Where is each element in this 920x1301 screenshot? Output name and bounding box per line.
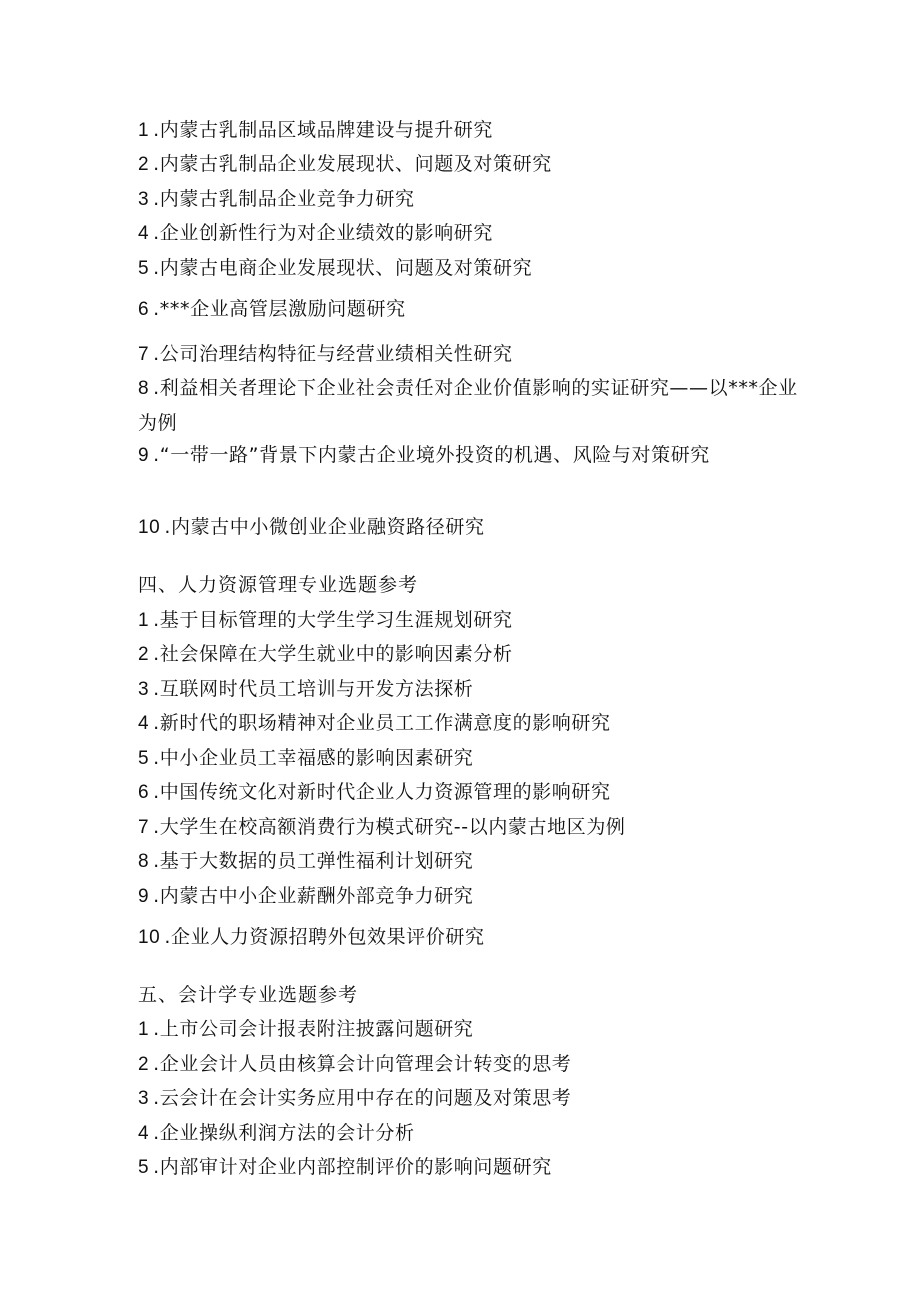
list-item: 1 .上市公司会计报表附注披露问题研究 <box>138 1018 474 1040</box>
list-item: 7 .公司治理结构特征与经营业绩相关性研究 <box>138 343 513 365</box>
list-item: 5 .中小企业员工幸福感的影响因素研究 <box>138 747 474 769</box>
list-item: 1 .基于目标管理的大学生学习生涯规划研究 <box>138 609 513 631</box>
list-item: 8 .基于大数据的员工弹性福利计划研究 <box>138 850 474 872</box>
section-heading: 四、人力资源管理专业选题参考 <box>138 574 419 596</box>
list-item: 5 .内部审计对企业内部控制评价的影响问题研究 <box>138 1156 552 1178</box>
list-item: 4 .新时代的职场精神对企业员工工作满意度的影响研究 <box>138 712 611 734</box>
list-item: 8 .利益相关者理论下企业社会责任对企业价值影响的实证研究——以***企业为例 <box>138 377 798 434</box>
list-item: 4 .企业创新性行为对企业绩效的影响研究 <box>138 222 494 244</box>
list-item: 4 .企业操纵利润方法的会计分析 <box>138 1122 415 1144</box>
list-item: 9 .内蒙古中小企业薪酬外部竞争力研究 <box>138 885 474 907</box>
list-item: 6 .***企业高管层激励问题研究 <box>138 298 406 320</box>
list-item: 10 .内蒙古中小微创业企业融资路径研究 <box>138 516 485 538</box>
list-item: 5 .内蒙古电商企业发展现状、问题及对策研究 <box>138 257 533 279</box>
list-item: 1 .内蒙古乳制品区域品牌建设与提升研究 <box>138 119 494 141</box>
list-item: 2 .内蒙古乳制品企业发展现状、问题及对策研究 <box>138 153 552 175</box>
list-item: 3 .互联网时代员工培训与开发方法探析 <box>138 678 474 700</box>
list-item: 2 .社会保障在大学生就业中的影响因素分析 <box>138 643 513 665</box>
list-item: 10 .企业人力资源招聘外包效果评价研究 <box>138 926 485 948</box>
list-item: 7 .大学生在校高额消费行为模式研究--以内蒙古地区为例 <box>138 816 626 838</box>
list-item: 2 .企业会计人员由核算会计向管理会计转变的思考 <box>138 1053 572 1075</box>
list-item: 9 .“一带一路”背景下内蒙古企业境外投资的机遇、风险与对策研究 <box>138 444 710 466</box>
list-item: 3 .内蒙古乳制品企业竞争力研究 <box>138 188 415 210</box>
list-item: 6 .中国传统文化对新时代企业人力资源管理的影响研究 <box>138 781 611 803</box>
list-item: 3 .云会计在会计实务应用中存在的问题及对策思考 <box>138 1087 572 1109</box>
section-heading: 五、会计学专业选题参考 <box>138 984 359 1006</box>
